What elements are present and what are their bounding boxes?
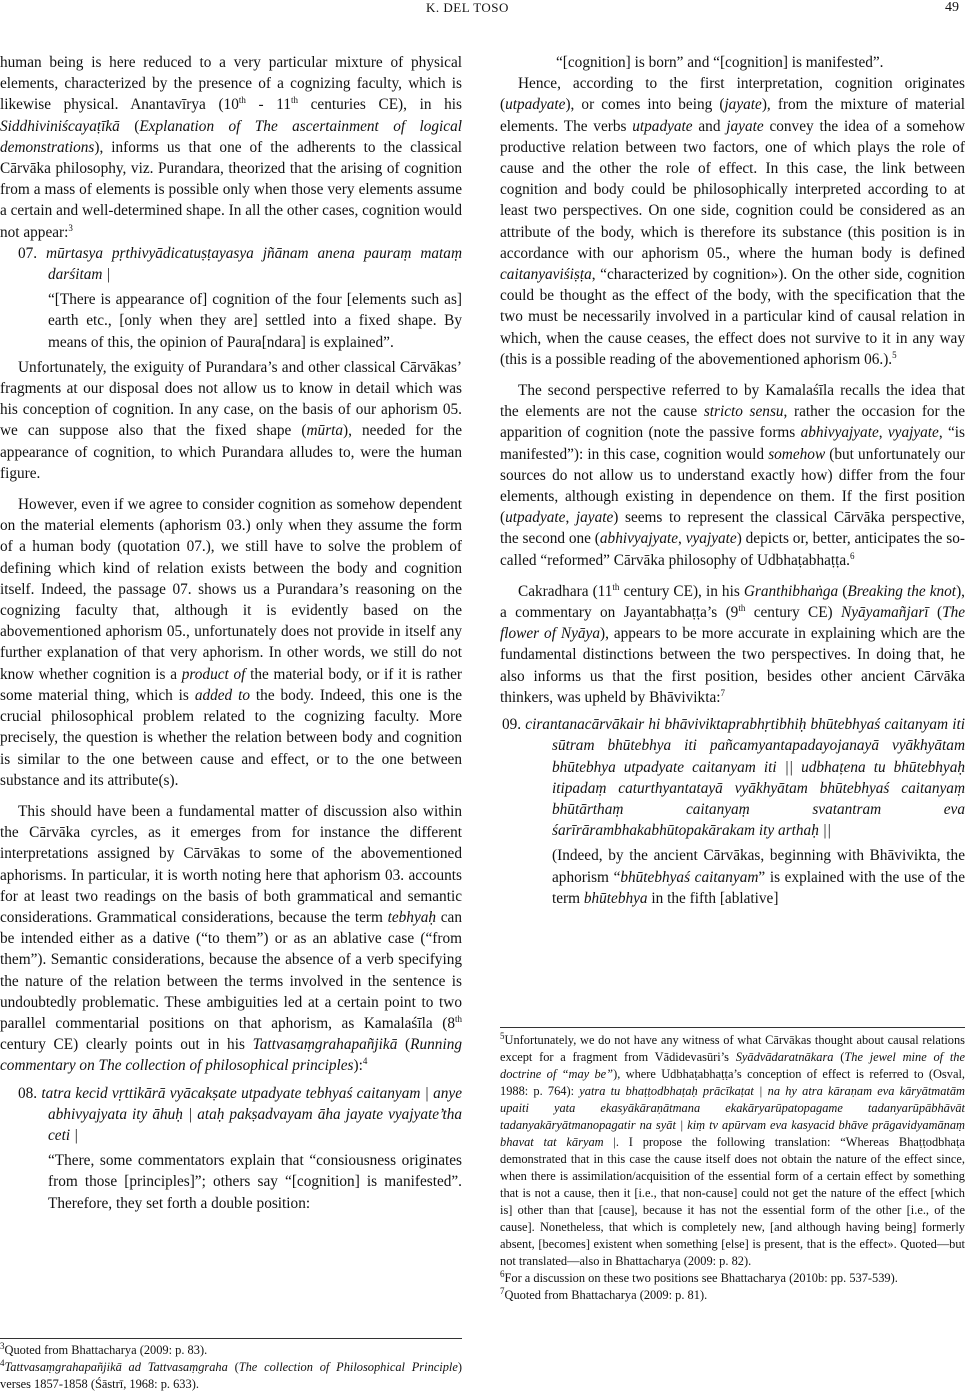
footnote-5: $^5$Unfortunately, we do not have any witness of what Cārvākas thought about causal relations except for a fragment from Vādidevasūri’s Syādvādaratnākara (The jewel mine of the doctrine of “may be”), where Udbhaṭabhaṭṭa’s conception of effect is referred to (Osval, 1988: p. 764): yatra tu bhaṭṭodbhaṭaḥ prācīkaṭat | na hy atra kāraṇam eva kāryātmatām upaiti yata ekasyākāraṇātmana ekakāryarūpatopagame tadanyarūpābhāvāt tadanyakāryātmanopagatir na syāt | kiṃ tv apūrvam eva kasyacid bhāve prāgavidyamānaṃ bhavat tat kāryam |. I propose the following translation: “Whereas Bhaṭṭodbhaṭa demonstrated that in this case the cause itself does not obtain the nature of the effect since, when there is assimilation/acquisition of the essential form of a certain effect by something that is not a cause, then it [i.e., that non-cause] could not get the nature of the effect [which is] other than that [cause], because it has not the essential form of the other [i.e., of the cause]. Nonetheless, that which is completely new, [and although having being] formerly absent, [becomes] existent when something [else] is present, that is the effect». Quoted—but not translated—also in Bhattacharya (2009: p. 82). bbox=[500, 1030, 965, 1268]
footnote-6: $^6$For a discussion on these two positions see Bhattacharya (2010b: pp. 537-539). bbox=[500, 1268, 898, 1285]
footnote-ref: 7 bbox=[720, 687, 725, 698]
footnote-3: $^3$Quoted from Bhattacharya (2009: p. 83). bbox=[0, 1340, 208, 1357]
quotation-07 bbox=[0, 243, 462, 353]
footnote-rule bbox=[500, 1027, 965, 1028]
footnotes-right bbox=[500, 1032, 965, 1304]
footnote-ref: 6 bbox=[850, 550, 855, 561]
left-column bbox=[0, 52, 462, 1214]
footnote-ref: 3 bbox=[68, 222, 73, 233]
quotation-08-continued: “[cognition] is born” and “[cognition] is manifested”. bbox=[556, 54, 884, 71]
paragraph: The second perspective referred to by Kamalaśīla recalls the idea that the elements are not the cause stricto sensu, rather the occasion for the apparition of cognition (note the passive forms abhivyajyate, vyajyate, “is manifested”): in this case, cognition would somehow (but unfortunately our sources do not allow us to understand exactly how) differ from the four elements, although existing in dependence on them. If the first position (utpadyate, jayate) seems to represent the classical Cārvāka perspective, the second one (abhivyajyate, vyajyate) depicts or, better, anticipates the so-called “reformed” Cārvāka philosophy of Udbhaṭabhaṭṭa.$^6$ bbox=[500, 382, 965, 569]
footnote-7: $^7$Quoted from Bhattacharya (2009: p. 81). bbox=[500, 1285, 708, 1302]
sanskrit-text: 09. cirantanacārvākair hi bhāviviktaprabhṛtibhiḥ bhūtebhyaś caitanyam iti sūtram bhūtebhya iti pañcamyantapadayojanayā vyākhyātam bhūtebhya utpadyate caitanyam iti || udbhaṭena tu bhūtebhyaḥ itipadaṃ caturthyantatayā vyākhyātam bhūtebhyaś caitanyaṃ bhūtārthaṃ caitanyaṃ svatantram eva śarīrārambhakabhūtopakārakam ity arthaḥ || bbox=[502, 716, 965, 840]
paragraph: However, even if we agree to consider cognition as somehow dependent on the material elements (aphorism 03.) only when they assume the form of a human body (quotation 07.), we still have to solve the problem of defining which kind of relation exists between the body and cognition itself. Indeed, the passage 07. shows us a Purandara’s reasoning on the cognizing faculty that, although it is evidently based on the abovementioned aphorism 05., unfortunately does not provide in itself any further explanation of that very aphorism. In other words, we still do not know whether cognition is a product of the material body, or if it is rather some material thing, which is added to the body. Indeed, this one is the crucial philosophical problem related to the cognizing faculty. More precisely, the question is whether the relation between body and cognition is similar to the one between cause and effect, or to the one between substance and its attribute(s). bbox=[0, 496, 463, 789]
footnote-rule bbox=[0, 1338, 462, 1339]
running-header bbox=[0, 0, 965, 18]
translation-text: (Indeed, by the ancient Cārvākas, beginning with Bhāvivikta, the aphorism “bhūtebhyaś caitanyam” is explained with the use of the term bhūtebhya in the fifth [ablative] bbox=[552, 847, 965, 907]
sanskrit-text: 07. mūrtasya pṛthivyādicatuṣṭayasya jñānam anena pauraṃ mataṃ darśitam | bbox=[18, 244, 462, 284]
footnote-ref: 5 bbox=[892, 349, 897, 360]
footnotes-left bbox=[0, 1342, 462, 1393]
quotation-08 bbox=[0, 1083, 462, 1214]
paragraph: Cakradhara (11th century CE), in his Granthibhaṅga (Breaking the knot), a commentary on Jayantabhaṭṭa’s (9th century CE) Nyāyamañjarī (The flower of Nyāya), appears to be more accurate in explaining which are the fundamental distinctions between the two perspectives. In doing that, he also informs us that the first position, besides other ancient Cārvāka thinkers, was upheld by Bhāvivikta:$^7$ bbox=[500, 581, 965, 706]
sanskrit-text: 08. tatra kecid vṛttikārā vyācakṣate utpadyate tebhyaś caitanyam | anye abhivyajyata ity āhuḥ | ataḥ pakṣadvayam āha jayate vyajyate’tha ceti | bbox=[18, 1084, 462, 1144]
translation-text: “[There is appearance of] cognition of the four [elements such as] earth etc., [only when they are] settled into a fixed shape. By means of this, the opinion of Paura[ndara] is explained”. bbox=[48, 291, 462, 351]
footnote-4: $^4$Tattvasaṃgrahapañjikā ad Tattvasaṃgraha (The collection of Philosophical Principle) verses 1857-1858 (Śāstrī, 1968: p. 633). bbox=[0, 1357, 462, 1391]
page-number: 49 bbox=[945, 0, 959, 15]
footnote-ref: 4 bbox=[362, 1056, 368, 1067]
paragraph: This should have been a fundamental matter of discussion also within the Cārvāka cyrcles, as it emerges from for instance the different interpretations assigned by Cārvākas to some of the abovementioned aphorisms. In particular, it is worth noting here that aphorism 03. accounts for at least two readings on the basis of both grammatical and semantic considerations. Grammatical considerations, because the term tebhyaḥ can be intended either as a dative (“to them”) or as an ablative case (“from them”). Semantic considerations, because the absence of a verb specifying the nature of the relation between the terms involved in the sentence is undoubtedly problematic. These ambiguities led at a certain point to two parallel commentarial positions on that aphorism, as Kamalaśīla (8th century CE) clearly points out in his Tattvasaṃgrahapañjikā (Running commentary on The collection of philosophical principles):$^4$ bbox=[0, 802, 462, 1075]
translation-text: “There, some commentators explain that “consiousness originates from those [principles]”; others say “[cognition] is manifested”. Therefore, they set forth a double position: bbox=[48, 1152, 462, 1212]
right-column bbox=[500, 52, 965, 909]
quotation-09 bbox=[500, 714, 965, 909]
paragraph: Unfortunately, the exiguity of Purandara’s and other classical Cārvākas’ fragments at our disposal does not allow us to know in detail which was his conception of cognition. In any case, on the basis of our aphorism 05. we can suppose also that the fixed shape (mūrta), needed for the appearance of cognition, to which Purandara alludes to, were the human figure. bbox=[0, 358, 462, 482]
paragraph: human being is here reduced to a very particular mixture of physical elements, characterized by the presence of a cognizing faculty, which is likewise physical. Anantavīrya (10th - 11th centuries CE), in his Siddhiviniścayaṭīkā (Explanation of The ascertainment of logical demonstrations), informs us that one of the adherents to the classical Cārvāka philosophy, viz. Purandara, theorized that the arising of cognition from a mass of elements is possible only when those very elements assume a certain and well-determined shape. In all the other cases, cognition would not appear:$^3$ bbox=[0, 54, 462, 241]
paragraph: Hence, according to the first interpretation, cognition originates (utpadyate), or comes into being (jayate), from the mixture of material elements. The verbs utpadyate and jayate convey the idea of a somehow productive relation between two factors, one of which plays the role of cause and the other the role of effect. In this case, the link between cognition and body could be philosophically interpreted according to at least two perspectives. On one side, cognition could be considered as an attribute of the body, which is therefore its substance (this position is in accordance with our aphorism 05., where the human body is defined caitanyaviśiṣṭa, “characterized by cognition»). On the other side, cognition could be thought as the effect of the body, with the specification that the two must be necessarily involved in a particular kind of causal relation in which, when the cause ceases, the effect does not survive to it in any way (this is a possible reading of the abovementioned aphorism 06.).$^5$ bbox=[500, 75, 965, 368]
running-header-author: K. DEL TOSO bbox=[426, 0, 509, 15]
